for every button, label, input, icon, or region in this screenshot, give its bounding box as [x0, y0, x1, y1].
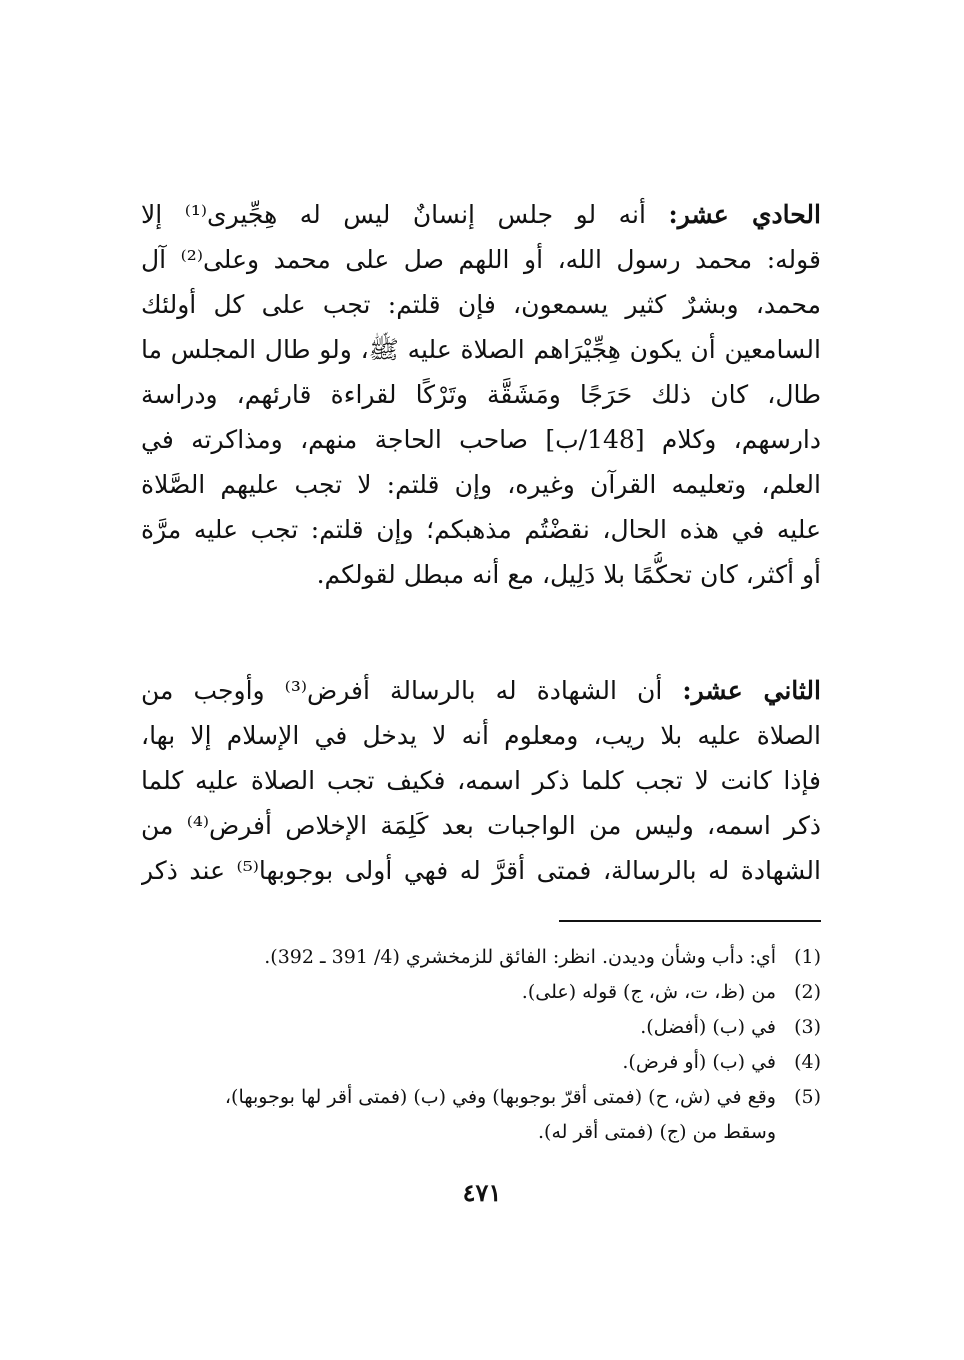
text-line: طال، كان ذلك حَرَجًا ومَشَقَّة وتَرْكًا لقراءة قارئهم، ودراسة — [141, 380, 821, 409]
text-line: دارسهم، وكلام [148/ب] صاحب الحاجة منهم، ومذاكرته في — [141, 425, 821, 454]
footnote — [131, 1080, 821, 1115]
footnote-text: في (ب) (أفضل). — [640, 1016, 776, 1038]
text-line: الصلاة عليه بلا ريب، ومعلوم أنه لا يدخل في الإسلام إلا بها، — [141, 721, 821, 750]
footnote-text: من (ظ، ت، ش، ج) قوله (على). — [521, 981, 776, 1003]
section-eleventh — [141, 192, 821, 597]
section-heading: الثاني عشر: — [682, 676, 821, 705]
footnote-continuation: وسقط من (ج) (فمتى أقر له). — [538, 1121, 776, 1143]
section-twelfth — [141, 668, 821, 893]
footnote-number: (5) — [794, 1086, 821, 1108]
footnote — [131, 1045, 821, 1080]
text-line: العلم، وتعليمه القرآن وغيره، وإن قلتم: لا تجب عليهم الصَّلاة — [141, 470, 821, 499]
footnote — [131, 975, 821, 1010]
footnote-text: وقع في (ش، ح) (فمتى أقرّ بوجوبها) وفي (ب) (فمتى أقر لها بوجوبها)، — [224, 1086, 776, 1108]
footnote-number: (4) — [794, 1051, 821, 1073]
footnote-text: أي: دأب وشأن وديدن. انظر: الفائق للزمخشري (4/ 391 ـ 392). — [264, 946, 776, 968]
footnote-number: (2) — [794, 981, 821, 1003]
footnote — [131, 940, 821, 975]
text-line: محمد، وبشرٌ كثير يسمعون، فإن قلتم: تجب على كل أولئك — [141, 290, 821, 319]
text-line: السامعين أن يكون هِجِّيْرَاهم الصلاة عليه ﷺ، ولو طال المجلس ما — [141, 335, 821, 364]
section-heading: الحادي عشر: — [668, 200, 821, 229]
footnote-number: (3) — [794, 1016, 821, 1038]
text-line: قوله: محمد رسول الله، أو اللهم صل على محمد وعلى⁽²⁾ آل — [141, 245, 821, 274]
text-line: الشهادة له بالرسالة، فمتى أقرَّ له فهي أولى بوجوبها⁽⁵⁾ عند ذكر — [141, 856, 821, 885]
text-line: الثاني عشر: أن الشهادة له بالرسالة أفرض⁽³⁾ وأوجب من — [141, 676, 821, 705]
text-line: الحادي عشر: أنه لو جلس إنسانٌ ليس له هِجِّيرى⁽¹⁾ إلا — [141, 200, 821, 229]
page-number: ٤٧١ — [462, 1178, 502, 1207]
footnotes — [131, 940, 821, 1150]
text-line: عليه في هذه الحال، نقضْتُم مذهبكم؛ وإن قلتم: تجب عليه مرَّة — [141, 515, 821, 544]
footnote-number: (1) — [794, 946, 821, 968]
text-line: فإذا كانت لا تجب كلما ذكر اسمه، فكيف تجب الصلاة عليه كلما — [141, 766, 821, 795]
text-line: ذكر اسمه، وليس من الواجبات بعد كَلِمَة الإخلاص أفرض⁽⁴⁾ من — [141, 811, 821, 840]
footnote-divider — [559, 920, 821, 922]
footnote-text: في (ب) (أو فرض). — [622, 1051, 776, 1073]
footnote — [131, 1010, 821, 1045]
text-line: أو أكثر، كان تحكُّمًا بلا دَلِيل، مع أنه مبطل لقولكم. — [316, 560, 821, 589]
